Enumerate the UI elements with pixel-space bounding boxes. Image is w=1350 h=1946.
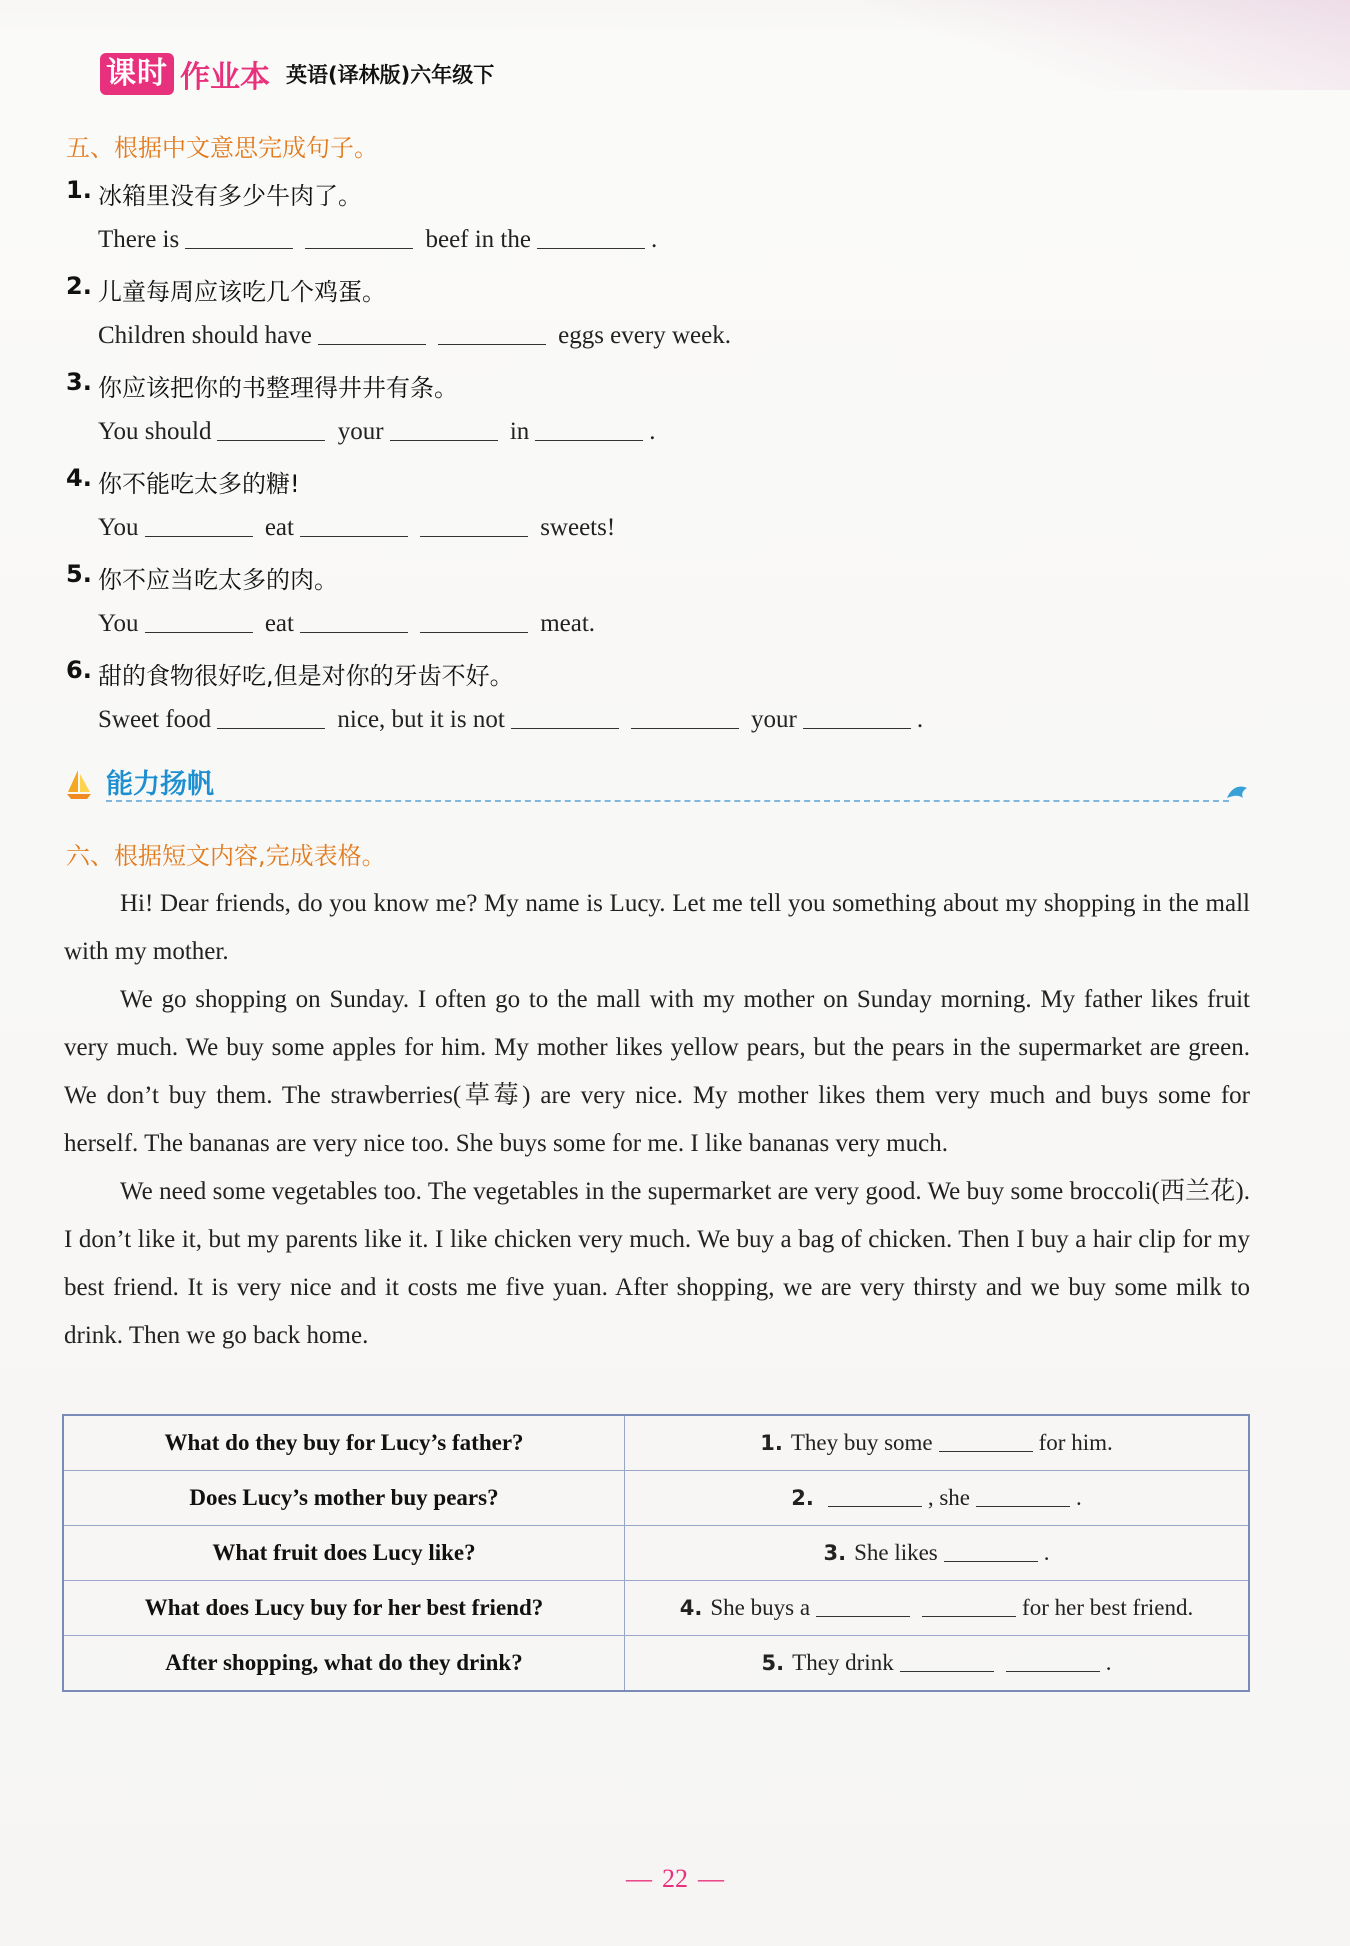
answer-blank[interactable] bbox=[535, 439, 643, 441]
section-6-title: 六、根据短文内容,完成表格。 bbox=[66, 842, 386, 870]
answer-text: Children should have bbox=[98, 322, 312, 349]
answer-text: You bbox=[98, 610, 139, 637]
reading-passage bbox=[64, 880, 1250, 1360]
logo-text: 作业本 bbox=[180, 60, 270, 95]
answer-blank[interactable] bbox=[300, 535, 408, 537]
answer-text: . bbox=[649, 418, 656, 445]
answer-table bbox=[62, 1414, 1250, 1692]
brand-logo bbox=[100, 52, 270, 96]
corner-decoration bbox=[870, 0, 1350, 90]
book-title: 英语(译林版)六年级下 bbox=[286, 63, 495, 87]
answer-text: You should bbox=[98, 418, 212, 445]
table-row bbox=[63, 1526, 1249, 1581]
question-number: 2. bbox=[66, 272, 92, 300]
answer-text: eat bbox=[264, 514, 294, 541]
table-row bbox=[63, 1471, 1249, 1526]
answer-text: She likes bbox=[854, 1540, 938, 1565]
question-number: 4. bbox=[66, 464, 92, 492]
answer-number: 4. bbox=[679, 1596, 703, 1620]
answer-text: . bbox=[650, 226, 658, 253]
table-answer bbox=[625, 1471, 1250, 1526]
passage-paragraph: We need some vegetables too. The vegetables in the supermarket are very good. We buy some broccoli(西兰花). I don’t like it, but my parents like it. I like chicken very much. We buy a bag of chicken. Then I buy a hair clip for my best friend. It is very nice and it costs me five yuan. After shopping, we are very thirsty and we buy some milk to drink. Then we go back home. bbox=[64, 1178, 1250, 1349]
answer-text: Sweet food bbox=[98, 706, 212, 733]
answer-text: your bbox=[751, 706, 797, 733]
dashed-divider bbox=[106, 800, 1229, 802]
answer-blank[interactable] bbox=[922, 1615, 1016, 1617]
page-dash: — bbox=[698, 1864, 724, 1893]
answer-number: 1. bbox=[760, 1431, 783, 1455]
answer-line bbox=[98, 706, 923, 734]
question-chinese: 儿童每周应该吃几个鸡蛋。 bbox=[98, 278, 386, 306]
answer-blank[interactable] bbox=[976, 1505, 1070, 1507]
table-question: After shopping, what do they drink? bbox=[63, 1636, 625, 1692]
answer-blank[interactable] bbox=[420, 631, 528, 633]
answer-blank[interactable] bbox=[185, 247, 293, 249]
logo-box: 课时 bbox=[100, 53, 174, 95]
table-question: Does Lucy’s mother buy pears? bbox=[63, 1471, 625, 1526]
ability-title: 能力扬帆 bbox=[106, 769, 214, 800]
answer-text: . bbox=[1105, 1650, 1112, 1675]
table-answer bbox=[625, 1526, 1250, 1581]
table-row bbox=[63, 1415, 1249, 1471]
answer-text: . bbox=[1076, 1485, 1082, 1510]
table-answer bbox=[625, 1415, 1250, 1471]
answer-text: She buys a bbox=[710, 1595, 811, 1620]
table-question: What do they buy for Lucy’s father? bbox=[63, 1415, 625, 1471]
table-question: What fruit does Lucy like? bbox=[63, 1526, 625, 1581]
table-row bbox=[63, 1581, 1249, 1636]
answer-text: eat bbox=[264, 610, 294, 637]
answer-text: your bbox=[337, 418, 384, 445]
sailboat-icon bbox=[66, 768, 92, 800]
answer-line bbox=[98, 514, 615, 542]
answer-line bbox=[98, 322, 731, 350]
section-5-title: 五、根据中文意思完成句子。 bbox=[66, 134, 378, 162]
table-answer bbox=[625, 1581, 1250, 1636]
question-chinese: 你不应当吃太多的肉。 bbox=[98, 566, 338, 594]
ability-banner bbox=[66, 762, 1249, 802]
answer-blank[interactable] bbox=[420, 535, 528, 537]
answer-text: They drink bbox=[792, 1650, 894, 1675]
answer-number: 3. bbox=[823, 1541, 847, 1565]
passage-paragraph: Hi! Dear friends, do you know me? My name is Lucy. Let me tell you something about my shopping in the mall with my mother. bbox=[64, 890, 1250, 965]
answer-text: You bbox=[98, 514, 139, 541]
answer-blank[interactable] bbox=[145, 535, 253, 537]
answer-text: sweets! bbox=[540, 514, 616, 541]
question-number: 3. bbox=[66, 368, 92, 396]
answer-number: 5. bbox=[761, 1651, 785, 1675]
page-number bbox=[0, 1864, 1350, 1894]
answer-text: . bbox=[1043, 1540, 1050, 1565]
table-answer bbox=[625, 1636, 1250, 1692]
answer-number: 2. bbox=[791, 1486, 814, 1510]
answer-text: beef in the bbox=[425, 226, 531, 253]
answer-blank[interactable] bbox=[217, 439, 325, 441]
answer-text: . bbox=[916, 706, 924, 733]
answer-blank[interactable] bbox=[939, 1450, 1033, 1452]
answer-blank[interactable] bbox=[944, 1560, 1038, 1562]
answer-text: eggs every week. bbox=[558, 322, 731, 349]
answer-blank[interactable] bbox=[631, 727, 739, 729]
table-question: What does Lucy buy for her best friend? bbox=[63, 1581, 625, 1636]
answer-text: in bbox=[509, 418, 530, 445]
answer-line bbox=[98, 418, 656, 446]
question-number: 6. bbox=[66, 656, 92, 684]
answer-blank[interactable] bbox=[803, 727, 911, 729]
dolphin-icon bbox=[1225, 782, 1249, 802]
answer-blank[interactable] bbox=[537, 247, 645, 249]
answer-text: , she bbox=[927, 1485, 970, 1510]
question-chinese: 你应该把你的书整理得井井有条。 bbox=[98, 374, 458, 402]
answer-line bbox=[98, 610, 595, 638]
answer-blank[interactable] bbox=[300, 631, 408, 633]
table-row bbox=[63, 1636, 1249, 1692]
page-header bbox=[100, 52, 494, 96]
answer-blank[interactable] bbox=[305, 247, 413, 249]
answer-blank[interactable] bbox=[900, 1670, 994, 1672]
page-dash: — bbox=[626, 1864, 652, 1893]
answer-text: for him. bbox=[1038, 1430, 1113, 1455]
answer-blank[interactable] bbox=[318, 343, 426, 345]
question-chinese: 甜的食物很好吃,但是对你的牙齿不好。 bbox=[98, 662, 514, 690]
answer-text: They buy some bbox=[790, 1430, 933, 1455]
answer-blank[interactable] bbox=[511, 727, 619, 729]
question-number: 1. bbox=[66, 176, 92, 204]
question-chinese: 冰箱里没有多少牛肉了。 bbox=[98, 182, 362, 210]
question-chinese: 你不能吃太多的糖! bbox=[98, 470, 300, 498]
answer-line bbox=[98, 226, 657, 254]
answer-blank[interactable] bbox=[217, 727, 325, 729]
answer-blank[interactable] bbox=[1006, 1670, 1100, 1672]
answer-text: for her best friend. bbox=[1022, 1595, 1194, 1620]
question-number: 5. bbox=[66, 560, 92, 588]
passage-paragraph: We go shopping on Sunday. I often go to the mall with my mother on Sunday morning. My father likes fruit very much. We buy some apples for him. My mother likes yellow pears, but the pears in the supermarket are green. We don’t buy them. The strawberries(草莓) are very nice. My mother likes them very much and buys some for herself. The bananas are very nice too. She buys some for me. I like bananas very much. bbox=[64, 986, 1250, 1157]
answer-text: meat. bbox=[540, 610, 596, 637]
answer-blank[interactable] bbox=[828, 1505, 922, 1507]
answer-blank[interactable] bbox=[816, 1615, 910, 1617]
answer-text: There is bbox=[98, 226, 180, 253]
answer-blank[interactable] bbox=[390, 439, 498, 441]
answer-blank[interactable] bbox=[145, 631, 253, 633]
page-number-value: 22 bbox=[662, 1864, 688, 1893]
answer-blank[interactable] bbox=[438, 343, 546, 345]
answer-text: nice, but it is not bbox=[337, 706, 505, 733]
